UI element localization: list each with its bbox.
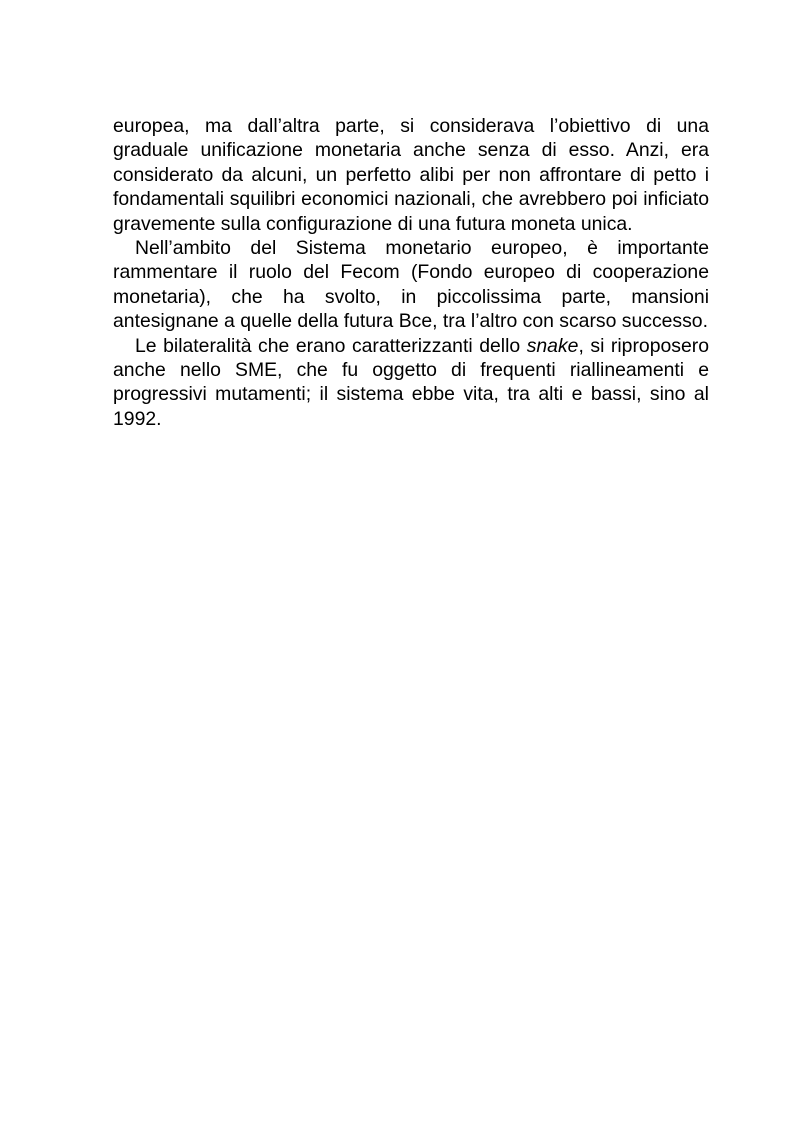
paragraph-snake bbox=[113, 334, 709, 432]
paragraph-fecom: Nell’ambito del Sistema monetario europeo, è importante rammentare il ruolo del Fecom (Fondo europeo di cooperazione monetaria), che ha svolto, in piccolissima parte, mansioni antesignane a quelle della futura Bce, tra l’altro con scarso successo. bbox=[113, 237, 709, 333]
snake-term: snake bbox=[526, 334, 579, 357]
body-text bbox=[113, 114, 709, 431]
paragraph-snake-text-after: , si riproposero anche nello SME, che fu oggetto di frequenti riallineamenti e progressivi mutamenti; il sistema ebbe vita, tra alti e bassi, sino al 1992. bbox=[113, 334, 709, 430]
paragraph-continuation: europea, ma dall’altra parte, si considerava l’obiettivo di una graduale unificazione monetaria anche senza di esso. Anzi, era considerato da alcuni, un perfetto alibi per non affrontare di petto i fondamentali squilibri economici nazionali, che avrebbero poi inficiato gravemente sulla configurazione di una futura moneta unica. bbox=[113, 115, 709, 235]
paragraph-snake-text-before: Le bilateralità che erano caratterizzanti dello bbox=[135, 334, 527, 357]
